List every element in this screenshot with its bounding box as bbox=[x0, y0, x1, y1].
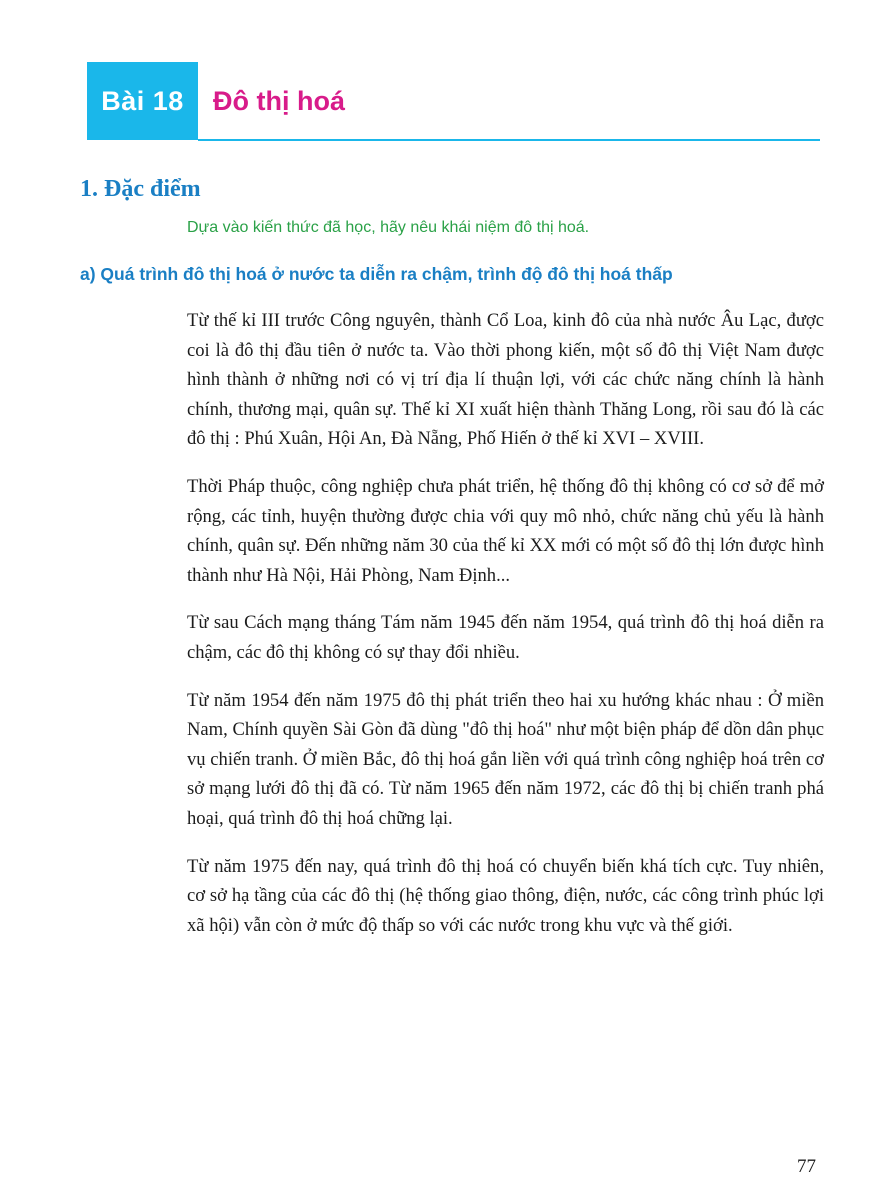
paragraph: Từ thế kỉ III trước Công nguyên, thành Cổ Loa, kinh đô của nhà nước Âu Lạc, được coi là đô thị đầu tiên ở nước ta. Vào thời phong kiến, một số đô thị Việt Nam được hình thành ở những nơi có vị trí địa lí thuận lợi, với các chức năng chính là hành chính, thương mại, quân sự. Thế kỉ XI xuất hiện thành Thăng Long, rồi sau đó là các đô thị : Phú Xuân, Hội An, Đà Nẵng, Phố Hiến ở thế kỉ XVI – XVIII. bbox=[187, 310, 824, 450]
question-prompt: Dựa vào kiến thức đã học, hãy nêu khái niệm đô thị hoá. bbox=[187, 219, 590, 236]
paragraph: Từ năm 1975 đến nay, quá trình đô thị hoá có chuyển biến khá tích cực. Tuy nhiên, cơ sở hạ tầng của các đô thị (hệ thống giao thông, điện, nước, các công trình phúc lợi xã hội) vẫn còn ở mức độ thấp so với các nước trong khu vực và thế giới. bbox=[187, 855, 824, 936]
sub-heading: a) Quá trình đô thị hoá ở nước ta diễn ra chậm, trình độ đô thị hoá thấp bbox=[80, 264, 673, 284]
title-divider bbox=[198, 139, 820, 141]
paragraph: Từ sau Cách mạng tháng Tám năm 1945 đến năm 1954, quá trình đô thị hoá diễn ra chậm, các đô thị không có sự thay đổi nhiều. bbox=[187, 612, 824, 663]
lesson-number: Bài 18 bbox=[101, 85, 184, 116]
paragraph: Từ năm 1954 đến năm 1975 đô thị phát triển theo hai xu hướng khác nhau : Ở miền Nam, Chính quyền Sài Gòn đã dùng "đô thị hoá" như một biện pháp để dồn dân phục vụ chiến tranh. Ở miền Bắc, đô thị hoá gắn liền với quá trình công nghiệp hoá trên cơ sở mạng lưới đô thị đã có. Từ năm 1965 đến năm 1972, các đô thị bị chiến tranh phá hoại, quá trình đô thị hoá chững lại. bbox=[187, 689, 824, 829]
body-text bbox=[187, 306, 824, 958]
paragraph: Thời Pháp thuộc, công nghiệp chưa phát triển, hệ thống đô thị không có cơ sở để mở rộng, các tỉnh, huyện thường được chia với quy mô nhỏ, chức năng chủ yếu là hành chính, quân sự. Đến những năm 30 của thế kỉ XX mới có một số đô thị lớn được hình thành như Hà Nội, Hải Phòng, Nam Định... bbox=[187, 475, 824, 586]
lesson-number-badge bbox=[87, 62, 198, 140]
page-number: 77 bbox=[797, 1156, 816, 1177]
lesson-title: Đô thị hoá bbox=[213, 86, 345, 116]
section-heading: 1. Đặc điểm bbox=[80, 176, 201, 202]
